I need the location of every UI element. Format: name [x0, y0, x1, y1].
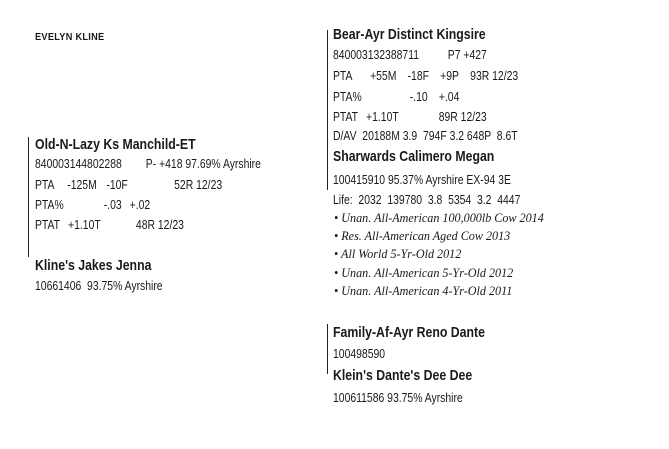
dam-name: Kline's Jakes Jenna [35, 257, 152, 274]
owner-name: EVELYN KLINE [35, 32, 105, 43]
honor-item: • All World 5-Yr-Old 2012 [334, 247, 462, 262]
sire-bracket [28, 137, 29, 257]
sires-sire-name: Bear-Ayr Distinct Kingsire [333, 26, 486, 43]
sires-dam-info: 100415910 95.37% Ayrshire EX-94 3E [333, 172, 511, 187]
sires-dam-honors [334, 209, 550, 300]
sire-reg-line: 840003144802288 P- +418 97.69% Ayrshire [35, 156, 261, 171]
sires-sire-ptat-line: PTAT +1.10T 89R 12/23 [333, 109, 487, 124]
sires-sire-pta-line: PTA +55M -18F +9P 93R 12/23 [333, 68, 519, 83]
sire-name: Old-N-Lazy Ks Manchild-ET [35, 136, 196, 153]
dams-sire-reg: 100498590 [333, 346, 386, 361]
dams-sire-bracket [327, 324, 328, 374]
sires-sire-pta-pct-line: PTA% -.10 +.04 [333, 89, 460, 104]
dams-dam-info: 100611586 93.75% Ayrshire [333, 390, 463, 405]
honor-item: • Unan. All-American 5-Yr-Old 2012 [334, 265, 514, 280]
honor-item: • Unan. All-American 4-Yr-Old 2011 [334, 283, 513, 298]
dams-dam-name: Klein's Dante's Dee Dee [333, 367, 473, 384]
sires-dam-name: Sharwards Calimero Megan [333, 148, 495, 165]
sires-sire-reg-line: 840003132388711 P7 +427 [333, 47, 487, 62]
honor-item: • Res. All-American Aged Cow 2013 [334, 229, 511, 244]
sire-pta-line: PTA -125M -10F 52R 12/23 [35, 177, 223, 192]
sires-sire-dav-line: D/AV 20188M 3.9 794F 3.2 648P 8.6T [333, 128, 518, 143]
sires-dam-life: Life: 2032 139780 3.8 5354 3.2 4447 [333, 192, 521, 207]
sire-ptat-line: PTAT +1.10T 48R 12/23 [35, 217, 184, 232]
dams-sire-name: Family-Af-Ayr Reno Dante [333, 324, 485, 341]
sires-sire-bracket [327, 30, 328, 190]
dam-info: 10661406 93.75% Ayrshire [35, 278, 163, 293]
honor-item: • Unan. All-American 100,000lb Cow 2014 [334, 211, 544, 225]
sire-pta-pct-line: PTA% -.03 +.02 [35, 197, 151, 212]
